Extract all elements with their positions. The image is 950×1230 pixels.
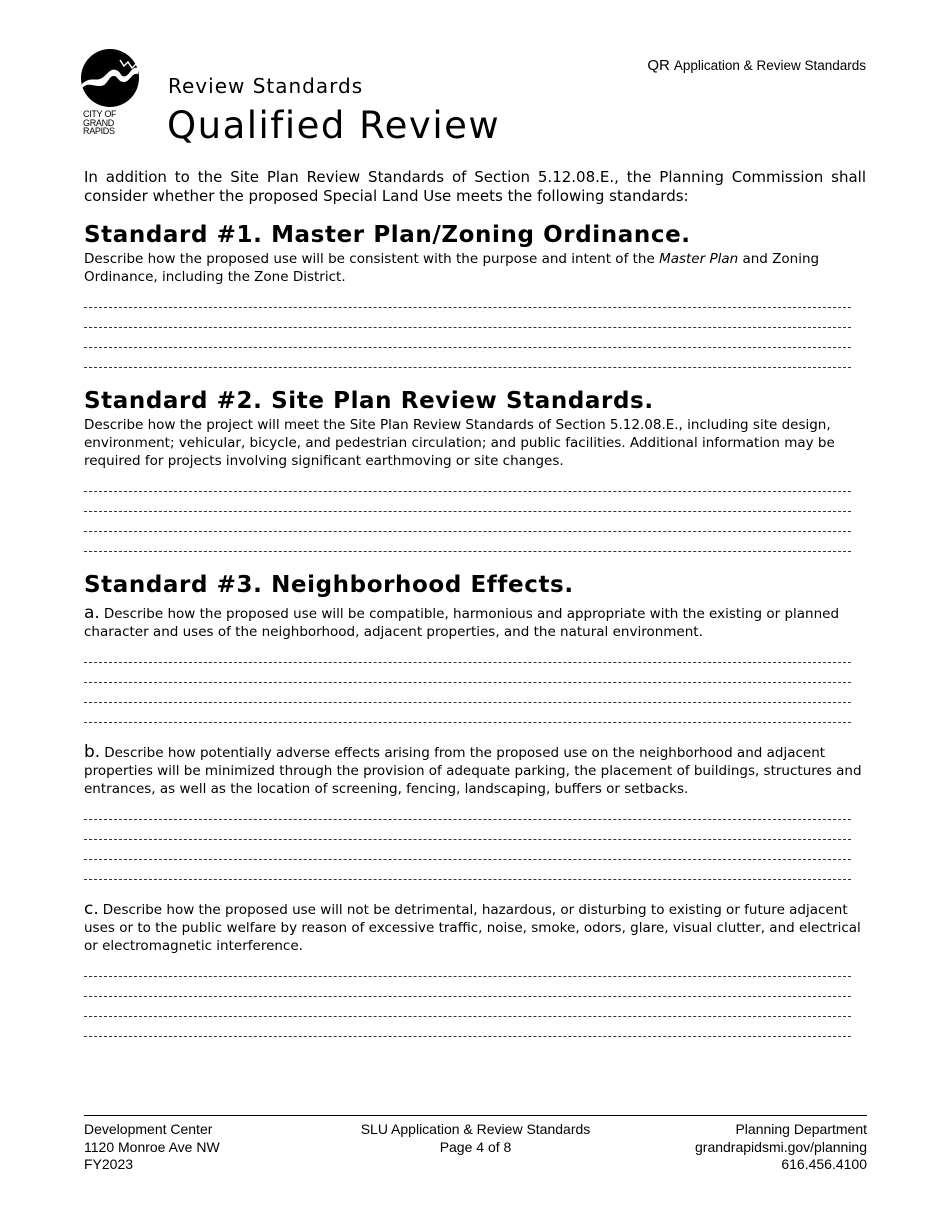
desc-text: Describe how the proposed use will be compatible, harmonious and appropriate with the existing or planned character and uses of the neighborhood, adjacent properties, and the natural environment. [84,606,840,640]
answer-line[interactable] [84,647,866,667]
desc-text: and Zoning Ordinance, including the Zone District. [84,251,820,285]
intro-paragraph: In addition to the Site Plan Review Standards of Section 5.12.08.E., the Planning Commission shall consider whether the proposed Special Land Use meets the following standards: [84,168,866,205]
answer-line[interactable] [84,352,866,372]
standard-3a-description [84,604,866,641]
subitem-letter: c. [84,899,99,919]
footer-line: FY2023 [84,1156,134,1172]
header-qr-label: QR [647,57,670,74]
logo-wordmark [83,110,141,136]
footer-page-number: Page 4 of 8 [439,1138,512,1155]
footer-line: Development Center [84,1121,213,1137]
answer-line[interactable] [84,1001,866,1021]
footer-link[interactable]: grandrapidsmi.gov/planning [695,1138,867,1155]
answer-line[interactable] [84,516,866,536]
footer-line: 1120 Monroe Ave NW [84,1138,220,1155]
answer-line[interactable] [84,687,866,707]
answer-line[interactable] [84,824,866,844]
answer-line[interactable] [84,707,866,727]
desc-text: Describe how the proposed use will be consistent with the purpose and intent of the [84,251,660,267]
desc-italic-text: Master Plan [659,251,739,267]
standard-2-answer-lines[interactable] [84,476,866,556]
footer-line: Planning Department [735,1121,867,1137]
standard-2 [84,386,866,556]
header-app-label: Application & Review Standards [673,58,866,73]
logo-line: GRAND [83,117,115,128]
footer-line: SLU Application & Review Standards [360,1121,591,1137]
answer-line[interactable] [84,981,866,1001]
answer-line[interactable] [84,667,866,687]
answer-line[interactable] [84,961,866,981]
standard-1-answer-lines[interactable] [84,292,866,372]
standard-3-heading: Standard #3. Neighborhood Effects. [84,572,574,598]
answer-line[interactable] [84,332,866,352]
footer-phone: 616.456.4100 [781,1156,867,1172]
standard-2-heading: Standard #2. Site Plan Review Standards. [84,388,654,414]
footer-right [695,1121,867,1174]
desc-text: Describe how the proposed use will not be detrimental, hazardous, or disturbing to existing or future adjacent uses or to the public welfare by reason of excessive traffic, noise, smoke, odors, glare, visual clutter, and electrical or electromagnetic interference. [84,902,861,954]
answer-line[interactable] [84,864,866,884]
answer-line[interactable] [84,1021,866,1041]
answer-line[interactable] [84,292,866,312]
standard-1-heading: Standard #1. Master Plan/Zoning Ordinance. [84,222,691,248]
answer-line[interactable] [84,844,866,864]
page-title: Qualified Review [167,104,501,147]
page-subtitle: Review Standards [168,74,364,98]
standard-3c-answer-lines[interactable] [84,961,866,1041]
subitem-letter: a. [84,603,100,623]
answer-line[interactable] [84,312,866,332]
answer-line[interactable] [84,476,866,496]
standard-3b-answer-lines[interactable] [84,804,866,884]
form-content [84,168,866,1041]
standard-3b-description [84,743,866,798]
subitem-letter: b. [84,742,101,762]
standard-3 [84,570,866,1041]
logo-line: RAPIDS [83,126,115,136]
page-footer [84,1115,867,1172]
standard-1-description [84,250,866,286]
standard-1 [84,220,866,372]
answer-line[interactable] [84,536,866,556]
standard-2-description: Describe how the project will meet the Site Plan Review Standards of Section 5.12.08.E., including site design, environment; vehicular, bicycle, and pedestrian circulation; and public facilities. Additional information may be required for projects involving significant earthmoving or site changes. [84,417,835,469]
logo-line: CITY OF [83,109,117,119]
standard-3c-description [84,900,866,955]
standard-3a-answer-lines[interactable] [84,647,866,727]
desc-text: Describe how potentially adverse effects arising from the proposed use on the neighborhood and adjacent properties will be minimized through the provision of adequate parking, the placement of buildings, structures and entrances, as well as the location of screening, fencing, landscaping, buffers or setbacks. [84,745,862,797]
answer-line[interactable] [84,496,866,516]
answer-line[interactable] [84,804,866,824]
header-top-right [647,57,866,74]
